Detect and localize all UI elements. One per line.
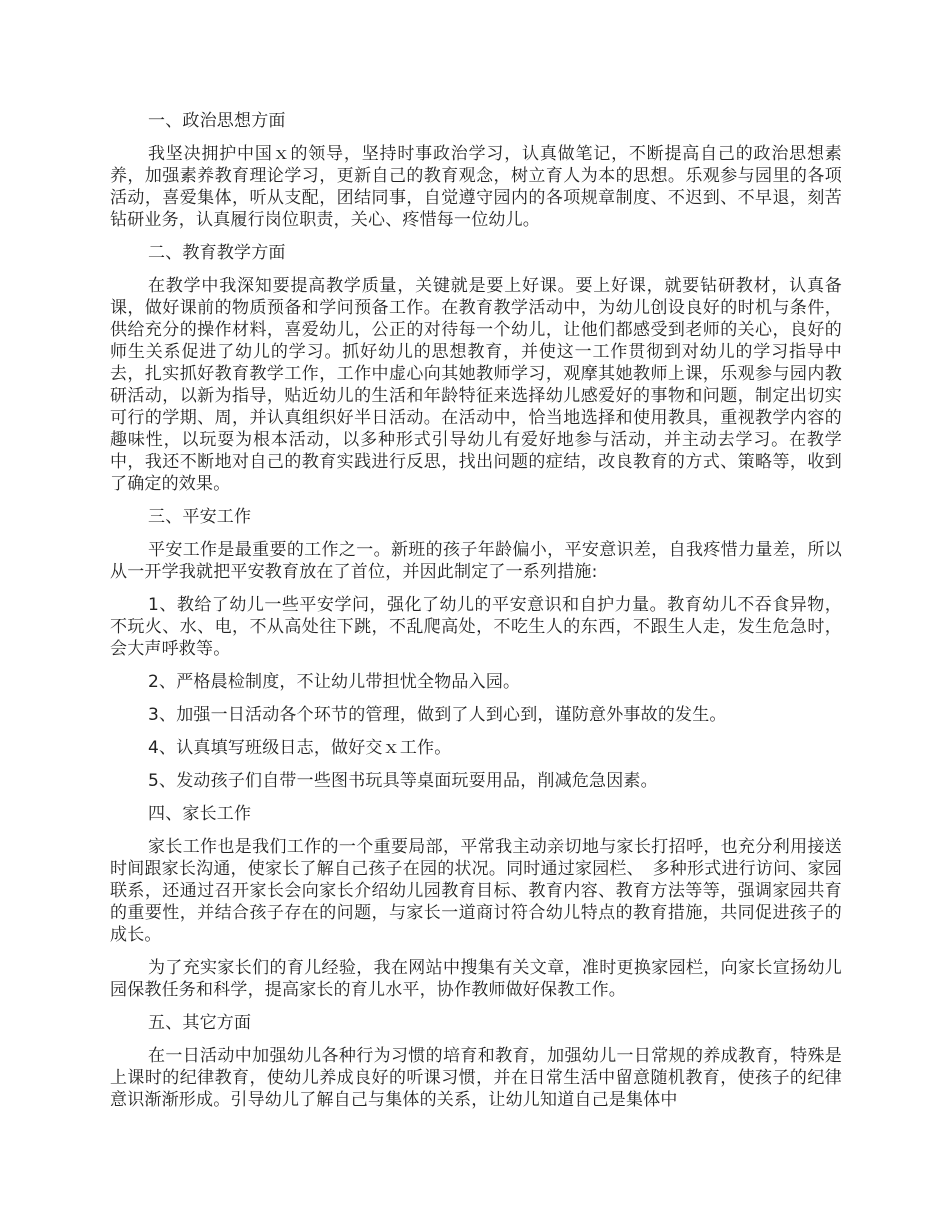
section-teaching: [110, 242, 842, 495]
section-heading: 二、教育教学方面: [148, 243, 286, 263]
list-item: 3、加强一日活动各个环节的管理，做到了人到心到，谨防意外事故的发生。: [148, 705, 727, 725]
section-heading: 四、家长工作: [148, 804, 252, 824]
section-heading: 一、政治思想方面: [148, 111, 286, 131]
section-politics: [110, 110, 842, 231]
paragraph: 在一日活动中加强幼儿各种行为习惯的培育和教育，加强幼儿一日常规的养成教育，特殊是上课时的纪律教育，使幼儿养成良好的听课习惯，并在日常生活中留意随机教育，使孩子的纪律意识渐渐形成。引导幼儿了解自己与集体的关系，让幼儿知道自己是集体中: [110, 1046, 842, 1110]
section-heading: 五、其它方面: [148, 1013, 252, 1033]
list-item: 2、严格晨检制度，不让幼儿带担忧全物品入园。: [148, 672, 521, 692]
section-safety: [110, 506, 842, 792]
paragraph: 在教学中我深知要提高教学质量，关键就是要上好课。要上好课，就要钻研教材，认真备课，做好课前的物质预备和学问预备工作。在教育教学活动中，为幼儿创设良好的时机与条件，供给充分的操作材料，喜爱幼儿，公正的对待每一个幼儿，让他们都感受到老师的关心，良好的师生关系促进了幼儿的学习。抓好幼儿的思想教育，并使这一工作贯彻到对幼儿的学习指导中去，扎实抓好教育教学工作，工作中虚心向其她教师学习，观摩其她教师上课，乐观参与园内教研活动，以新为指导，贴近幼儿的生活和年龄特征来选择幼儿感爱好的事物和问题，制定出切实可行的学期、周，并认真组织好半日活动。在活动中，恰当地选择和使用教具，重视教学内容的趣味性，以玩耍为根本活动，以多种形式引导幼儿有爱好地参与活动，并主动去学习。在教学中，我还不断地对自己的教育实践进行反思，找出问题的症结，改良教育的方式、策略等，收到了确定的效果。: [110, 276, 842, 494]
paragraph: 我坚决拥护中国ｘ的领导，坚持时事政治学习，认真做笔记，不断提高自己的政治思想素养，加强素养教育理论学习，更新自己的教育观念，树立育人为本的思想。乐观参与园里的各项活动，喜爱集体，听从支配，团结同事，自觉遵守园内的各项规章制度、不迟到、不早退，刻苦钻研业务，认真履行岗位职责，关心、疼惜每一位幼儿。: [110, 144, 842, 230]
paragraph: 为了充实家长们的育儿经验，我在网站中搜集有关文章，准时更换家园栏，向家长宣扬幼儿园保教任务和科学，提高家长的育儿水平，协作教师做好保教工作。: [110, 958, 842, 1000]
document-body: [110, 110, 842, 1122]
list-item: 4、认真填写班级日志，做好交ｘ工作。: [148, 738, 452, 758]
section-other: [110, 1012, 842, 1111]
list-item: 1、教给了幼儿一些平安学问，强化了幼儿的平安意识和自护力量。教育幼儿不吞食异物，不玩火、水、电，不从高处往下跳，不乱爬高处，不吃生人的东西，不跟生人走，发生危急时，会大声呼救等。: [110, 595, 842, 659]
section-heading: 三、平安工作: [148, 507, 252, 527]
paragraph: 平安工作是最重要的工作之一。新班的孩子年龄偏小，平安意识差，自我疼惜力量差，所以从一开学我就把平安教育放在了首位，并因此制定了一系列措施:: [110, 540, 842, 582]
section-parents: [110, 803, 842, 1001]
paragraph: 家长工作也是我们工作的一个重要局部，平常我主动亲切地与家长打招呼，也充分利用接送时间跟家长沟通，使家长了解自己孩子在园的状况。同时通过家园栏、 多种形式进行访问、家园联系，还通过召开家长会向家长介绍幼儿园教育目标、教育内容、教育方法等等，强调家园共育的重要性，并结合孩子存在的问题，与家长一道商讨符合幼儿特点的教育措施，共同促进孩子的成长。: [110, 837, 842, 945]
list-item: 5、发动孩子们自带一些图书玩具等桌面玩耍用品，削减危急因素。: [148, 771, 658, 791]
